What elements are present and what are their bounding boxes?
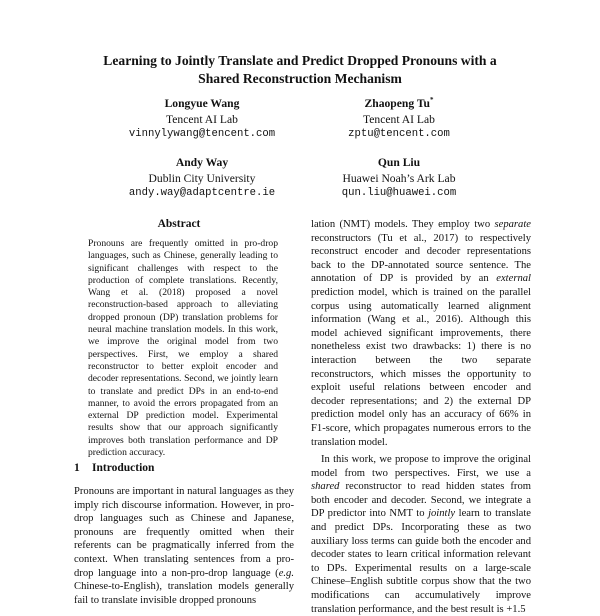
author-block — [289, 96, 509, 143]
section-heading — [74, 462, 294, 474]
author-email[interactable]: vinnylywang@tencent.com — [128, 128, 276, 140]
title-line-2: Shared Reconstruction Mechanism — [198, 71, 402, 86]
body-paragraph: In this work, we propose to improve the original model from two perspectives. First, we use a shared reconstructor to read hidden states from both encoder and decoder. Second, we integrate a DP predictor into NMT to jointly learn to translate and predict DPs. Incorporating these as two auxiliary loss terms can guide both the encoder and decoder states to learn critical information relevant to DPs. Experimental results on a large-scale Chinese–English subtitle corpus show that the two modifications can accumulatively improve translation performance, and the best result is +1.5 — [311, 454, 531, 615]
author-affiliation: Dublin City University — [148, 171, 256, 185]
title-line-1: Learning to Jointly Translate and Predict Dropped Pronouns with a — [103, 53, 497, 68]
intro-paragraph: Pronouns are important in natural languages as they imply rich discourse information. However, in pro-drop languages such as Chinese and Japanese, pronouns are frequently omitted when their referents can be pragmatically inferred from the context. When translating sentences from a pro-drop language into a non-pro-drop language (e.g. Chinese-to-English), translation models generally fail to translate invisible dropped pronouns — [74, 486, 294, 606]
body-paragraph: lation (NMT) models. They employ two separate reconstructors (Tu et al., 2017) to respectively reconstruct encoder and decoder representations back to the DP-annotated source sentence. The annotation of DP is provided by an external prediction model, which is trained on the parallel corpus using automatically learned alignment information (Wang et al., 2016). Although this model achieved significant improvements, there nonetheless exist two drawbacks: 1) there is no interaction between the two separate reconstructors, which misses the opportunity to exploit useful relations between encoder and decoder representations; and 2) the external DP prediction model only has an accuracy of 66% in F1-score, which propagates numerous errors to the translation model. — [311, 219, 531, 448]
author-name: Qun Liu — [377, 156, 421, 169]
author-email[interactable]: zptu@tencent.com — [348, 128, 450, 140]
abstract-paragraph: Pronouns are frequently omitted in pro-drop languages, such as Chinese, generally leading to significant challenges with respect to the production of complete translations. Recently, Wang et al. (2018) proposed a novel reconstruction-based approach to alleviating dropped pronoun (DP) translation problems for neural machine translation models. In this work, we improve the original model from two perspectives. First, we employ a shared reconstructor to better exploit encoder and decoder representations. Second, we jointly learn to translate and predict DPs in an end-to-end manner, to avoid the errors propagated from an external DP prediction model. Experimental results show that our approach significantly improves both translation performance and DP prediction accuracy. — [88, 238, 278, 459]
author-name: Longyue Wang — [164, 97, 240, 110]
author-name: Zhaopeng Tu* — [364, 96, 434, 110]
author-block — [92, 96, 312, 143]
corresponding-author-mark: * — [429, 96, 434, 105]
author-affiliation: Huawei Noah’s Ark Lab — [342, 171, 456, 185]
introduction-column-1 — [74, 485, 294, 607]
author-block — [92, 155, 312, 202]
abstract-heading: Abstract — [157, 218, 201, 230]
author-email[interactable]: qun.liu@huawei.com — [341, 187, 457, 199]
author-name: Andy Way — [175, 156, 229, 169]
right-column-text — [311, 218, 531, 616]
paper-title — [60, 52, 540, 88]
author-affiliation: Tencent AI Lab — [363, 112, 435, 126]
author-block — [289, 155, 509, 202]
section-number: 1 — [74, 462, 80, 474]
section-title: Introduction — [92, 462, 155, 474]
author-email[interactable]: andy.way@adaptcentre.ie — [128, 187, 276, 199]
author-affiliation: Tencent AI Lab — [166, 112, 238, 126]
abstract-text — [88, 238, 278, 459]
